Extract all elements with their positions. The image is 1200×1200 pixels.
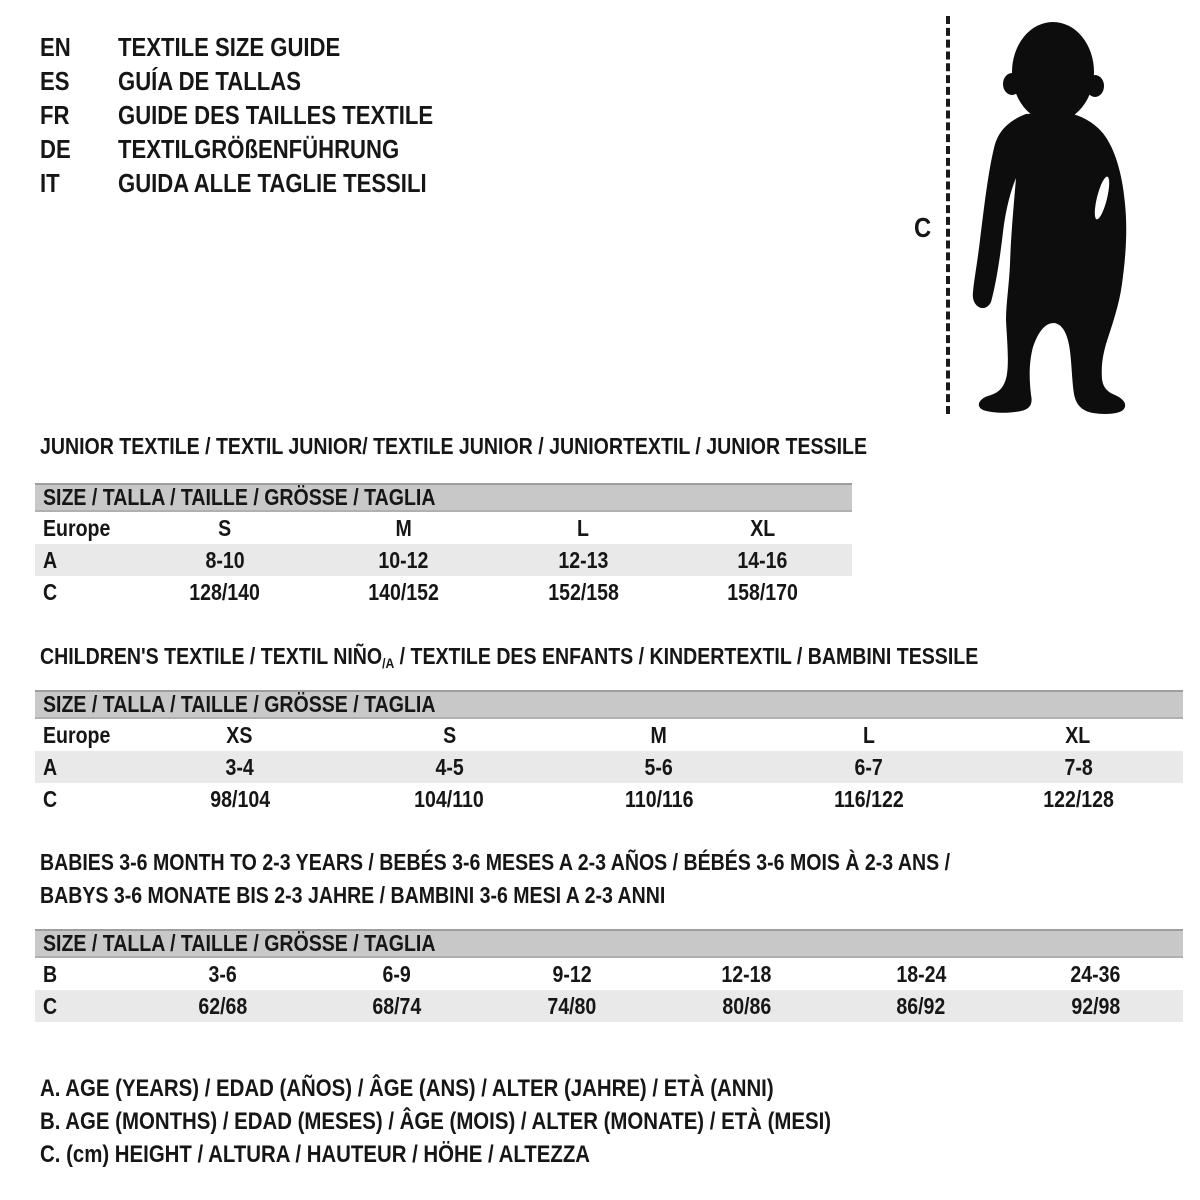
cell-text: Europe bbox=[43, 514, 111, 541]
value-cell bbox=[484, 993, 659, 1020]
section-title-children bbox=[40, 643, 1144, 674]
legend-line-a-text: A. AGE (YEARS) / EDAD (AÑOS) / ÂGE (ANS) / ALTER (JAHRE) / ETÀ (ANNI) bbox=[40, 1074, 774, 1102]
junior-size-table bbox=[35, 483, 852, 608]
language-row-es bbox=[40, 64, 489, 98]
row-label-cell bbox=[35, 993, 135, 1020]
cell-text: 122/128 bbox=[1042, 785, 1114, 812]
height-measure-label bbox=[914, 212, 934, 244]
language-code bbox=[40, 134, 118, 165]
value-cell bbox=[973, 786, 1183, 813]
table-row bbox=[35, 576, 852, 608]
table-header-band bbox=[35, 929, 1183, 958]
babies-table-body bbox=[35, 958, 1183, 1022]
value-cell bbox=[484, 961, 659, 988]
row-label-cell bbox=[35, 754, 135, 781]
value-cell bbox=[764, 754, 974, 781]
section-title-junior-text: JUNIOR TEXTILE / TEXTIL JUNIOR/ TEXTILE JUNIOR / JUNIORTEXTIL / JUNIOR TESSILE bbox=[40, 433, 868, 459]
cell-text: S bbox=[218, 514, 232, 541]
cell-text: 5-6 bbox=[644, 753, 674, 780]
language-row-fr bbox=[40, 98, 489, 132]
language-code bbox=[40, 66, 118, 97]
value-cell bbox=[135, 754, 345, 781]
guide-title-it: GUIDA ALLE TAGLIE TESSILI bbox=[118, 167, 427, 198]
value-cell bbox=[973, 754, 1183, 781]
cell-text: 86/92 bbox=[896, 992, 946, 1019]
cell-text: 10-12 bbox=[378, 546, 429, 573]
value-cell bbox=[494, 547, 673, 574]
value-cell bbox=[314, 547, 493, 574]
value-cell bbox=[494, 579, 673, 606]
section-title-babies bbox=[40, 849, 1111, 915]
value-cell bbox=[554, 754, 764, 781]
value-cell bbox=[673, 515, 852, 542]
legend-line-c bbox=[40, 1138, 971, 1171]
value-cell bbox=[673, 547, 852, 574]
cell-text: 7-8 bbox=[1064, 753, 1093, 780]
legend-line-c-text: C. (cm) HEIGHT / ALTURA / HAUTEUR / HÖHE / ALTEZZA bbox=[40, 1140, 591, 1168]
cell-text: 3-6 bbox=[208, 960, 237, 987]
language-code bbox=[40, 100, 118, 131]
cell-text: M bbox=[395, 514, 413, 541]
value-cell bbox=[494, 515, 673, 542]
language-code bbox=[40, 32, 118, 63]
row-label-cell bbox=[35, 579, 135, 606]
value-cell bbox=[345, 754, 555, 781]
cell-text: 6-9 bbox=[382, 960, 412, 987]
cell-text: 9-12 bbox=[552, 960, 592, 987]
table-row bbox=[35, 512, 852, 544]
table-row bbox=[35, 751, 1183, 783]
height-measure-letter: C bbox=[914, 212, 932, 243]
babies-title-line2 bbox=[40, 882, 1111, 915]
value-cell bbox=[310, 993, 485, 1020]
height-dashed-line bbox=[946, 16, 950, 414]
value-cell bbox=[135, 993, 310, 1020]
language-code-text: ES bbox=[40, 65, 70, 96]
cell-text: 74/80 bbox=[547, 992, 597, 1019]
row-label-cell bbox=[35, 515, 135, 542]
cell-text: S bbox=[442, 721, 456, 748]
cell-text: 12-18 bbox=[721, 960, 772, 987]
cell-text: C bbox=[43, 578, 58, 605]
value-cell bbox=[659, 993, 834, 1020]
guide-title-de: TEXTILGRÖßENFÜHRUNG bbox=[118, 133, 400, 164]
cell-text: Europe bbox=[43, 721, 111, 748]
value-cell bbox=[314, 515, 493, 542]
value-cell bbox=[135, 579, 314, 606]
table-row bbox=[35, 958, 1183, 990]
table-row bbox=[35, 990, 1183, 1022]
children-title-subscript: /A bbox=[382, 656, 395, 672]
table-row bbox=[35, 544, 852, 576]
value-cell bbox=[554, 722, 764, 749]
value-cell bbox=[345, 786, 555, 813]
cell-text: 92/98 bbox=[1071, 992, 1121, 1019]
cell-text: 98/104 bbox=[209, 785, 270, 812]
children-table-body bbox=[35, 719, 1183, 815]
section-title-children-text bbox=[40, 643, 978, 674]
legend-line-b-text: B. AGE (MONTHS) / EDAD (MESES) / ÂGE (MOIS) / ALTER (MONATE) / ETÀ (MESI) bbox=[40, 1107, 832, 1135]
cell-text: 140/152 bbox=[368, 578, 440, 605]
children-size-table bbox=[35, 690, 1183, 815]
babies-title-line1 bbox=[40, 849, 1111, 882]
cell-text: XL bbox=[749, 514, 775, 541]
table-header-text: SIZE / TALLA / TAILLE / GRÖSSE / TAGLIA bbox=[43, 691, 436, 717]
value-cell bbox=[764, 722, 974, 749]
value-cell bbox=[834, 961, 1009, 988]
value-cell bbox=[135, 961, 310, 988]
babies-title-line2-text: BABYS 3-6 MONATE BIS 2-3 JAHRE / BAMBINI 3-6 MESI A 2-3 ANNI bbox=[40, 882, 666, 908]
junior-table-body bbox=[35, 512, 852, 608]
cell-text: XS bbox=[226, 721, 253, 748]
value-cell bbox=[314, 579, 493, 606]
cell-text: 158/170 bbox=[727, 578, 798, 605]
cell-text: 14-16 bbox=[737, 546, 788, 573]
value-cell bbox=[1008, 961, 1183, 988]
cell-text: 8-10 bbox=[205, 546, 245, 573]
language-code-text: FR bbox=[40, 99, 70, 130]
value-cell bbox=[310, 961, 485, 988]
cell-text: L bbox=[577, 514, 590, 541]
cell-text: 80/86 bbox=[721, 992, 771, 1019]
cell-text: 3-4 bbox=[225, 753, 254, 780]
cell-text: 62/68 bbox=[197, 992, 247, 1019]
value-cell bbox=[1008, 993, 1183, 1020]
toddler-silhouette bbox=[966, 18, 1138, 418]
value-cell bbox=[764, 786, 974, 813]
value-cell bbox=[135, 786, 345, 813]
language-code-text: IT bbox=[40, 167, 60, 198]
language-code-text: EN bbox=[40, 31, 71, 62]
section-title-junior bbox=[40, 433, 1013, 460]
language-row-it bbox=[40, 166, 489, 200]
value-cell bbox=[135, 722, 345, 749]
cell-text: 6-7 bbox=[854, 753, 883, 780]
value-cell bbox=[554, 786, 764, 813]
row-label-cell bbox=[35, 961, 135, 988]
cell-text: 152/158 bbox=[547, 578, 619, 605]
value-cell bbox=[673, 579, 852, 606]
row-label-cell bbox=[35, 722, 135, 749]
value-cell bbox=[135, 547, 314, 574]
guide-title-en: TEXTILE SIZE GUIDE bbox=[118, 31, 341, 62]
guide-title-es: GUÍA DE TALLAS bbox=[118, 65, 301, 96]
cell-text: 128/140 bbox=[189, 578, 260, 605]
cell-text: A bbox=[43, 546, 58, 573]
cell-text: 18-24 bbox=[896, 960, 947, 987]
measure-legend bbox=[40, 1072, 971, 1171]
cell-text: 4-5 bbox=[435, 753, 464, 780]
language-code bbox=[40, 168, 118, 199]
table-row bbox=[35, 719, 1183, 751]
cell-text: 24-36 bbox=[1070, 960, 1121, 987]
table-header-band bbox=[35, 483, 852, 512]
row-label-cell bbox=[35, 547, 135, 574]
language-row-en bbox=[40, 30, 489, 64]
language-code-text: DE bbox=[40, 133, 71, 164]
cell-text: C bbox=[43, 992, 58, 1019]
babies-size-table bbox=[35, 929, 1183, 1022]
cell-text: 68/74 bbox=[372, 992, 422, 1019]
table-header-text: SIZE / TALLA / TAILLE / GRÖSSE / TAGLIA bbox=[43, 484, 436, 510]
cell-text: XL bbox=[1065, 721, 1091, 748]
language-row-de bbox=[40, 132, 489, 166]
language-title-list bbox=[40, 30, 489, 200]
children-title-pre: CHILDREN'S TEXTILE / TEXTIL NIÑO bbox=[40, 643, 383, 669]
cell-text: C bbox=[43, 785, 58, 812]
table-header-text: SIZE / TALLA / TAILLE / GRÖSSE / TAGLIA bbox=[43, 930, 436, 956]
cell-text: 12-13 bbox=[558, 546, 609, 573]
guide-title-fr: GUIDE DES TAILLES TEXTILE bbox=[118, 99, 434, 130]
value-cell bbox=[659, 961, 834, 988]
row-label-cell bbox=[35, 786, 135, 813]
value-cell bbox=[834, 993, 1009, 1020]
cell-text: L bbox=[862, 721, 875, 748]
cell-text: M bbox=[650, 721, 668, 748]
value-cell bbox=[135, 515, 314, 542]
legend-line-a bbox=[40, 1072, 971, 1105]
cell-text: B bbox=[43, 960, 58, 987]
table-row bbox=[35, 783, 1183, 815]
table-header-band bbox=[35, 690, 1183, 719]
babies-title-line1-text: BABIES 3-6 MONTH TO 2-3 YEARS / BEBÉS 3-6 MESES A 2-3 AÑOS / BÉBÉS 3-6 MOIS À 2-3 ANS / bbox=[40, 849, 951, 875]
cell-text: A bbox=[43, 753, 58, 780]
value-cell bbox=[973, 722, 1183, 749]
legend-line-b bbox=[40, 1105, 971, 1138]
value-cell bbox=[345, 722, 555, 749]
children-title-post: / TEXTILE DES ENFANTS / KINDERTEXTIL / BAMBINI TESSILE bbox=[394, 643, 979, 669]
cell-text: 116/122 bbox=[833, 785, 904, 812]
cell-text: 104/110 bbox=[414, 785, 485, 812]
cell-text: 110/116 bbox=[624, 785, 694, 812]
